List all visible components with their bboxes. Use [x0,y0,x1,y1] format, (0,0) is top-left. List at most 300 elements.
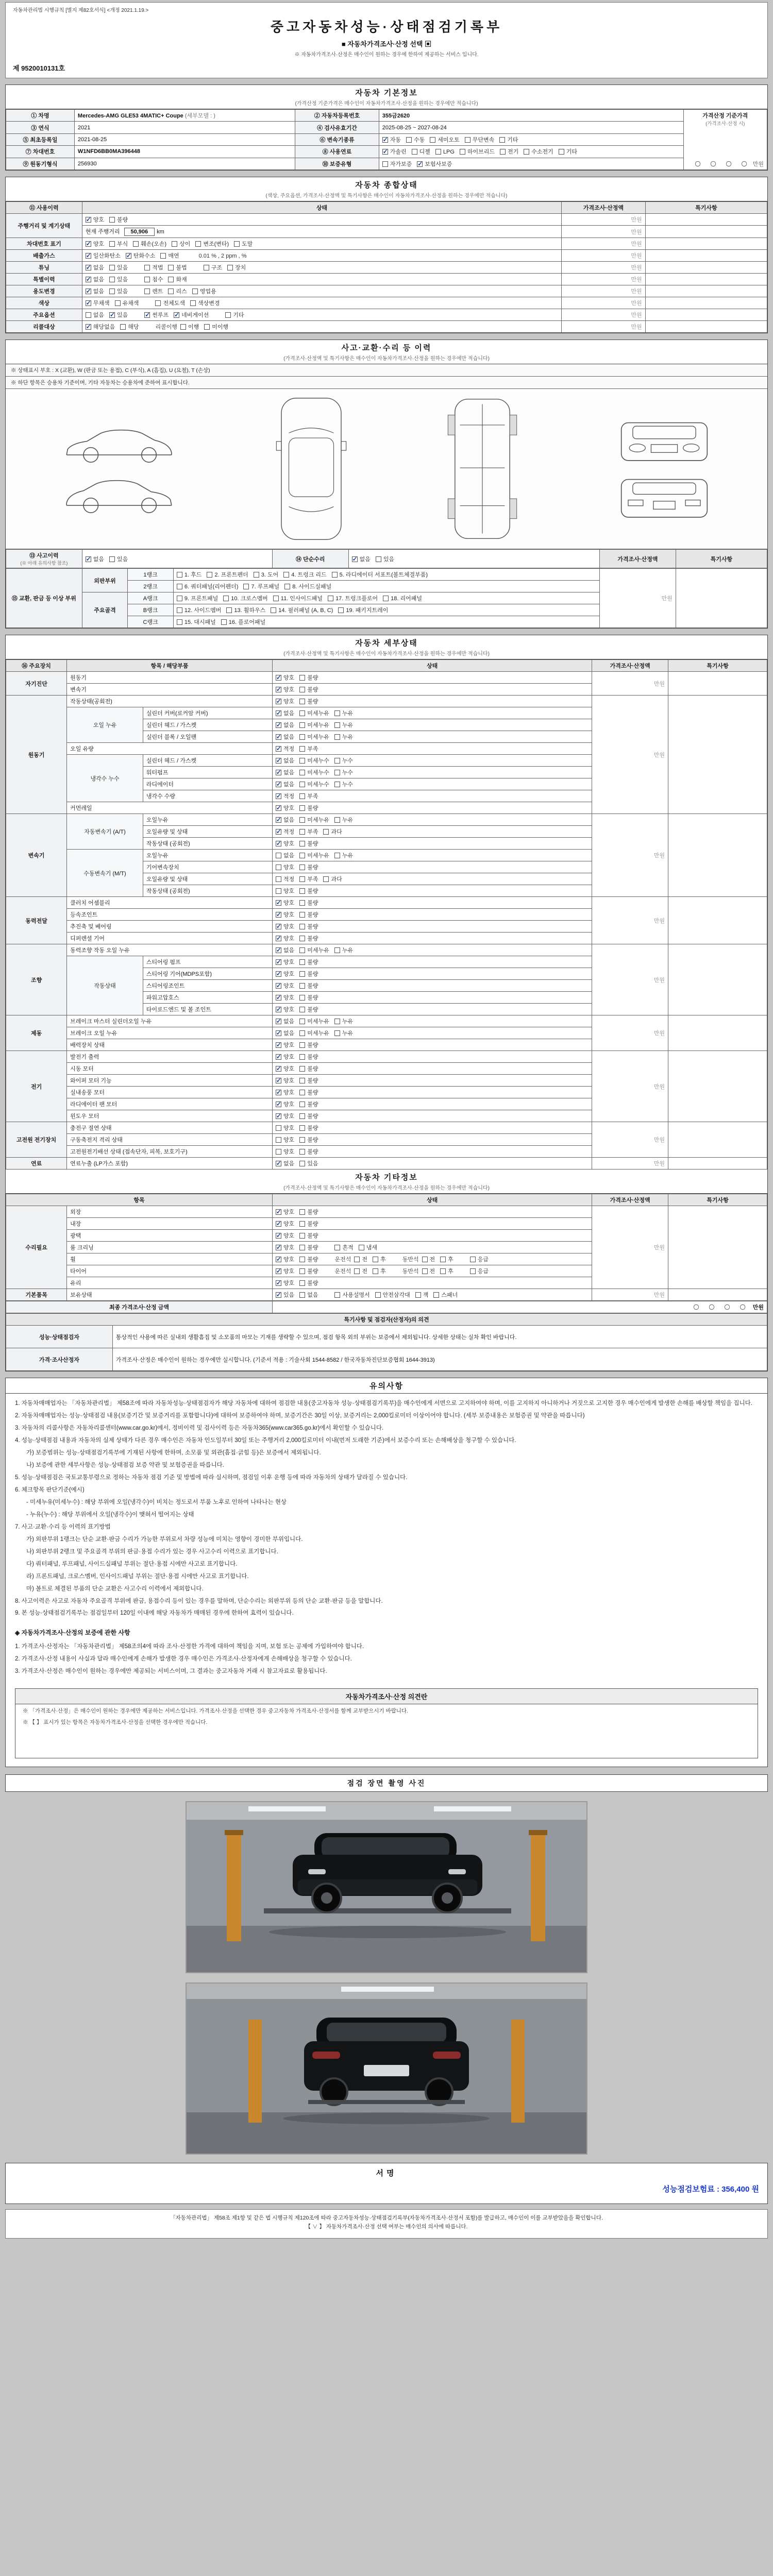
checkbox-unchecked[interactable] [177,606,221,614]
checkbox-box[interactable] [417,161,423,167]
checkbox-unchecked[interactable] [376,555,394,563]
checkbox-checked[interactable] [126,251,156,260]
checkbox-box[interactable] [204,324,210,330]
checkbox-box[interactable] [276,1066,281,1072]
checkbox-box[interactable] [221,619,227,625]
checkbox-box[interactable] [204,265,209,270]
checkbox-box[interactable] [276,971,281,977]
checkbox-box[interactable] [276,1292,281,1298]
checkbox-checked[interactable] [276,721,294,729]
checkbox-box[interactable] [299,971,305,977]
checkbox-unchecked[interactable] [299,1159,318,1167]
checkbox-unchecked[interactable] [299,709,329,717]
checkbox-unchecked[interactable] [422,1255,435,1263]
checkbox-box[interactable] [86,300,91,306]
checkbox-box[interactable] [352,556,358,562]
checkbox-checked[interactable] [276,756,294,765]
checkbox-checked[interactable] [276,946,294,954]
checkbox-checked[interactable] [276,1267,294,1275]
checkbox-unchecked[interactable] [276,1136,294,1144]
checkbox-box[interactable] [276,805,281,811]
checkbox-checked[interactable] [276,1017,294,1025]
checkbox-box[interactable] [276,888,281,894]
checkbox-unchecked[interactable] [524,147,553,156]
checkbox-unchecked[interactable] [168,287,187,295]
checkbox-box[interactable] [276,841,281,846]
checkbox-checked[interactable] [86,287,104,295]
checkbox-unchecked[interactable] [299,1147,318,1156]
checkbox-box[interactable] [207,572,212,578]
checkbox-unchecked[interactable] [299,899,318,907]
checkbox-box[interactable] [412,149,417,155]
checkbox-box[interactable] [109,217,115,223]
checkbox-box[interactable] [334,1019,340,1024]
checkbox-checked[interactable] [276,1005,294,1013]
checkbox-unchecked[interactable] [144,287,163,295]
checkbox-box[interactable] [299,793,305,799]
checkbox-unchecked[interactable] [177,618,216,626]
checkbox-unchecked[interactable] [204,323,228,331]
checkbox-box[interactable] [460,149,465,155]
checkbox-unchecked[interactable] [180,323,199,331]
checkbox-box[interactable] [299,1019,305,1024]
checkbox-box[interactable] [299,1245,305,1250]
checkbox-box[interactable] [299,900,305,906]
checkbox-unchecked[interactable] [440,1255,453,1263]
checkbox-box[interactable] [299,1042,305,1048]
checkbox-unchecked[interactable] [354,1255,367,1263]
checkbox-box[interactable] [376,556,381,562]
checkbox-unchecked[interactable] [273,594,323,602]
checkbox-box[interactable] [86,265,91,270]
checkbox-box[interactable] [470,1268,476,1274]
checkbox-box[interactable] [354,1268,360,1274]
checkbox-box[interactable] [276,1209,281,1215]
checkbox-checked[interactable] [276,804,294,812]
checkbox-unchecked[interactable] [433,1291,458,1299]
checkbox-box[interactable] [299,1221,305,1227]
checkbox-unchecked[interactable] [192,287,216,295]
checkbox-unchecked[interactable] [299,981,318,990]
checkbox-box[interactable] [382,161,388,167]
checkbox-box[interactable] [174,312,179,318]
checkbox-unchecked[interactable] [299,851,329,859]
checkbox-unchecked[interactable] [299,804,318,812]
checkbox-unchecked[interactable] [276,1147,294,1156]
checkbox-box[interactable] [120,324,126,330]
checkbox-checked[interactable] [276,922,294,930]
checkbox-box[interactable] [276,900,281,906]
checkbox-box[interactable] [299,687,305,692]
checkbox-box[interactable] [276,1007,281,1012]
checkbox-box[interactable] [276,746,281,752]
checkbox-box[interactable] [359,1245,364,1250]
checkbox-box[interactable] [299,1090,305,1095]
checkbox-checked[interactable] [276,910,294,919]
checkbox-box[interactable] [334,758,340,764]
checkbox-checked[interactable] [144,311,169,319]
checkbox-box[interactable] [332,572,338,578]
checkbox-unchecked[interactable] [299,1029,329,1037]
checkbox-box[interactable] [276,1078,281,1083]
checkbox-box[interactable] [234,241,240,247]
checkbox-box[interactable] [276,1030,281,1036]
checkbox-unchecked[interactable] [299,721,329,729]
checkbox-checked[interactable] [276,958,294,966]
checkbox-unchecked[interactable] [299,733,329,741]
checkbox-unchecked[interactable] [299,1112,318,1120]
checkbox-box[interactable] [86,241,91,247]
checkbox-unchecked[interactable] [334,721,353,729]
checkbox-checked[interactable] [86,263,104,272]
checkbox-box[interactable] [338,607,344,613]
checkbox-box[interactable] [126,253,131,259]
checkbox-box[interactable] [299,1268,305,1274]
checkbox-checked[interactable] [276,827,294,836]
checkbox-box[interactable] [373,1268,378,1274]
checkbox-unchecked[interactable] [120,323,139,331]
checkbox-unchecked[interactable] [299,1255,318,1263]
checkbox-box[interactable] [334,710,340,716]
checkbox-box[interactable] [226,607,232,613]
checkbox-box[interactable] [144,312,150,318]
checkbox-box[interactable] [323,829,329,835]
checkbox-box[interactable] [334,853,340,858]
checkbox-box[interactable] [283,572,289,578]
checkbox-unchecked[interactable] [172,240,190,248]
checkbox-box[interactable] [334,1292,340,1298]
checkbox-box[interactable] [299,1030,305,1036]
checkbox-unchecked[interactable] [559,147,577,156]
checkbox-unchecked[interactable] [299,756,329,765]
checkbox-unchecked[interactable] [155,299,185,307]
checkbox-unchecked[interactable] [422,1267,435,1275]
checkbox-checked[interactable] [382,147,407,156]
checkbox-box[interactable] [109,265,115,270]
checkbox-checked[interactable] [276,685,294,693]
checkbox-unchecked[interactable] [334,851,353,859]
checkbox-unchecked[interactable] [225,311,244,319]
checkbox-box[interactable] [276,936,281,941]
checkbox-box[interactable] [422,1257,428,1262]
checkbox-box[interactable] [276,947,281,953]
checkbox-unchecked[interactable] [177,594,218,602]
checkbox-checked[interactable] [276,744,294,753]
checkbox-unchecked[interactable] [299,1208,318,1216]
checkbox-unchecked[interactable] [383,594,422,602]
checkbox-box[interactable] [299,1078,305,1083]
checkbox-checked[interactable] [276,780,294,788]
checkbox-box[interactable] [299,829,305,835]
checkbox-box[interactable] [334,722,340,728]
checkbox-checked[interactable] [109,311,128,319]
checkbox-box[interactable] [299,1066,305,1072]
checkbox-box[interactable] [299,710,305,716]
checkbox-unchecked[interactable] [276,863,294,871]
checkbox-box[interactable] [109,312,115,318]
checkbox-box[interactable] [299,841,305,846]
checkbox-box[interactable] [190,300,196,306]
checkbox-unchecked[interactable] [470,1267,489,1275]
checkbox-box[interactable] [276,912,281,918]
checkbox-unchecked[interactable] [254,570,278,579]
checkbox-box[interactable] [177,572,182,578]
checkbox-unchecked[interactable] [299,887,318,895]
checkbox-box[interactable] [276,1257,281,1262]
checkbox-checked[interactable] [276,1112,294,1120]
checkbox-box[interactable] [334,817,340,823]
checkbox-box[interactable] [109,289,115,294]
checkbox-unchecked[interactable] [299,934,318,942]
checkbox-unchecked[interactable] [243,582,279,590]
checkbox-checked[interactable] [276,1088,294,1096]
checkbox-unchecked[interactable] [190,299,220,307]
checkbox-unchecked[interactable] [415,1291,429,1299]
checkbox-checked[interactable] [417,160,452,168]
checkbox-checked[interactable] [86,251,121,260]
checkbox-box[interactable] [276,1149,281,1155]
checkbox-box[interactable] [86,289,91,294]
checkbox-unchecked[interactable] [276,851,294,859]
checkbox-checked[interactable] [276,1243,294,1251]
checkbox-box[interactable] [243,584,249,589]
checkbox-box[interactable] [273,596,279,601]
checkbox-box[interactable] [299,699,305,704]
checkbox-unchecked[interactable] [299,1243,318,1251]
checkbox-box[interactable] [223,596,229,601]
checkbox-box[interactable] [168,265,174,270]
checkbox-box[interactable] [276,1090,281,1095]
checkbox-checked[interactable] [86,275,104,283]
checkbox-box[interactable] [276,1137,281,1143]
checkbox-unchecked[interactable] [373,1267,386,1275]
checkbox-box[interactable] [276,758,281,764]
checkbox-unchecked[interactable] [144,263,163,272]
checkbox-box[interactable] [276,734,281,740]
checkbox-box[interactable] [299,1054,305,1060]
checkbox-unchecked[interactable] [323,875,342,883]
checkbox-box[interactable] [276,722,281,728]
checkbox-checked[interactable] [276,733,294,741]
checkbox-box[interactable] [177,596,182,601]
checkbox-checked[interactable] [276,673,294,682]
checkbox-box[interactable] [299,1125,305,1131]
checkbox-box[interactable] [168,277,174,282]
checkbox-box[interactable] [299,722,305,728]
checkbox-box[interactable] [299,1161,305,1166]
checkbox-box[interactable] [328,596,333,601]
checkbox-unchecked[interactable] [334,946,353,954]
checkbox-unchecked[interactable] [299,792,318,800]
checkbox-checked[interactable] [276,1231,294,1240]
checkbox-unchecked[interactable] [299,1267,318,1275]
checkbox-checked[interactable] [276,1291,294,1299]
checkbox-box[interactable] [227,265,233,270]
checkbox-unchecked[interactable] [334,1243,353,1251]
checkbox-box[interactable] [430,137,435,143]
checkbox-box[interactable] [115,300,121,306]
checkbox-box[interactable] [109,277,115,282]
checkbox-unchecked[interactable] [299,910,318,919]
checkbox-box[interactable] [299,888,305,894]
checkbox-box[interactable] [276,675,281,681]
checkbox-unchecked[interactable] [223,594,267,602]
checkbox-unchecked[interactable] [334,756,353,765]
checkbox-box[interactable] [86,324,91,330]
checkbox-box[interactable] [109,241,115,247]
checkbox-box[interactable] [299,1233,305,1239]
checkbox-unchecked[interactable] [195,240,229,248]
checkbox-box[interactable] [299,876,305,882]
checkbox-box[interactable] [383,596,389,601]
checkbox-unchecked[interactable] [328,594,378,602]
checkbox-unchecked[interactable] [115,299,139,307]
checkbox-box[interactable] [299,1149,305,1155]
checkbox-unchecked[interactable] [435,149,455,155]
checkbox-box[interactable] [299,758,305,764]
checkbox-unchecked[interactable] [234,240,253,248]
checkbox-checked[interactable] [276,697,294,705]
checkbox-unchecked[interactable] [334,816,353,824]
checkbox-box[interactable] [382,149,388,155]
checkbox-checked[interactable] [276,1064,294,1073]
checkbox-checked[interactable] [276,1041,294,1049]
checkbox-unchecked[interactable] [334,1029,353,1037]
checkbox-box[interactable] [180,324,186,330]
checkbox-box[interactable] [109,556,115,562]
checkbox-box[interactable] [276,782,281,787]
checkbox-box[interactable] [524,149,529,155]
checkbox-checked[interactable] [276,839,294,848]
checkbox-box[interactable] [86,253,91,259]
checkbox-unchecked[interactable] [334,1291,369,1299]
checkbox-unchecked[interactable] [299,875,318,883]
checkbox-box[interactable] [373,1257,378,1262]
checkbox-box[interactable] [276,1113,281,1119]
checkbox-box[interactable] [284,584,290,589]
checkbox-box[interactable] [276,983,281,989]
checkbox-unchecked[interactable] [334,733,353,741]
checkbox-box[interactable] [276,710,281,716]
checkbox-box[interactable] [354,1257,360,1262]
checkbox-box[interactable] [299,782,305,787]
checkbox-box[interactable] [299,1101,305,1107]
checkbox-checked[interactable] [276,1076,294,1084]
checkbox-box[interactable] [86,312,91,318]
checkbox-box[interactable] [334,734,340,740]
checkbox-box[interactable] [144,277,150,282]
checkbox-checked[interactable] [276,1053,294,1061]
checkbox-box[interactable] [160,253,166,259]
checkbox-checked[interactable] [276,1208,294,1216]
checkbox-box[interactable] [225,312,231,318]
checkbox-unchecked[interactable] [359,1243,377,1251]
checkbox-box[interactable] [334,1245,340,1250]
checkbox-box[interactable] [334,947,340,953]
checkbox-unchecked[interactable] [440,1267,453,1275]
checkbox-box[interactable] [299,1113,305,1119]
checkbox-box[interactable] [276,959,281,965]
checkbox-checked[interactable] [276,768,294,776]
checkbox-box[interactable] [299,675,305,681]
checkbox-box[interactable] [276,687,281,692]
checkbox-box[interactable] [155,300,161,306]
checkbox-box[interactable] [276,793,281,799]
checkbox-unchecked[interactable] [334,768,353,776]
checkbox-checked[interactable] [276,899,294,907]
checkbox-box[interactable] [299,853,305,858]
checkbox-unchecked[interactable] [271,606,333,614]
checkbox-checked[interactable] [276,792,294,800]
checkbox-unchecked[interactable] [299,839,318,848]
checkbox-checked[interactable] [174,311,209,319]
checkbox-box[interactable] [276,1042,281,1048]
checkbox-unchecked[interactable] [177,570,201,579]
checkbox-box[interactable] [470,1257,476,1262]
checkbox-unchecked[interactable] [382,160,412,168]
checkbox-unchecked[interactable] [299,744,318,753]
checkbox-box[interactable] [276,1019,281,1024]
checkbox-box[interactable] [276,1280,281,1286]
checkbox-unchecked[interactable] [299,816,329,824]
checkbox-unchecked[interactable] [299,780,329,788]
checkbox-box[interactable] [276,1161,281,1166]
checkbox-box[interactable] [192,289,198,294]
checkbox-box[interactable] [86,217,91,223]
checkbox-box[interactable] [276,817,281,823]
checkbox-unchecked[interactable] [299,1100,318,1108]
checkbox-unchecked[interactable] [334,709,353,717]
checkbox-unchecked[interactable] [160,251,179,260]
checkbox-box[interactable] [276,924,281,929]
checkbox-box[interactable] [276,1054,281,1060]
checkbox-box[interactable] [500,149,506,155]
checkbox-box[interactable] [323,876,329,882]
checkbox-unchecked[interactable] [299,673,318,682]
checkbox-unchecked[interactable] [144,275,163,283]
checkbox-unchecked[interactable] [109,555,128,563]
checkbox-unchecked[interactable] [227,263,246,272]
checkbox-checked[interactable] [352,555,371,563]
checkbox-unchecked[interactable] [299,827,318,836]
checkbox-box[interactable] [299,983,305,989]
checkbox-box[interactable] [299,1209,305,1215]
checkbox-checked[interactable] [276,1159,294,1167]
checkbox-unchecked[interactable] [299,1219,318,1228]
checkbox-box[interactable] [276,995,281,1001]
checkbox-box[interactable] [86,556,91,562]
checkbox-box[interactable] [406,137,412,143]
checkbox-unchecked[interactable] [299,1041,318,1049]
checkbox-unchecked[interactable] [284,582,331,590]
price-opinion-writing-area[interactable] [15,1727,758,1751]
checkbox-box[interactable] [299,959,305,965]
checkbox-checked[interactable] [276,1279,294,1287]
checkbox-unchecked[interactable] [470,1255,489,1263]
checkbox-box[interactable] [177,584,182,589]
checkbox-box[interactable] [440,1257,446,1262]
checkbox-unchecked[interactable] [221,618,265,626]
checkbox-checked[interactable] [276,934,294,942]
checkbox-box[interactable] [144,265,150,270]
checkbox-box[interactable] [299,805,305,811]
checkbox-box[interactable] [254,572,259,578]
checkbox-unchecked[interactable] [299,1005,318,1013]
checkbox-unchecked[interactable] [226,606,265,614]
checkbox-unchecked[interactable] [276,1124,294,1132]
checkbox-checked[interactable] [86,299,110,307]
checkbox-unchecked[interactable] [299,946,329,954]
